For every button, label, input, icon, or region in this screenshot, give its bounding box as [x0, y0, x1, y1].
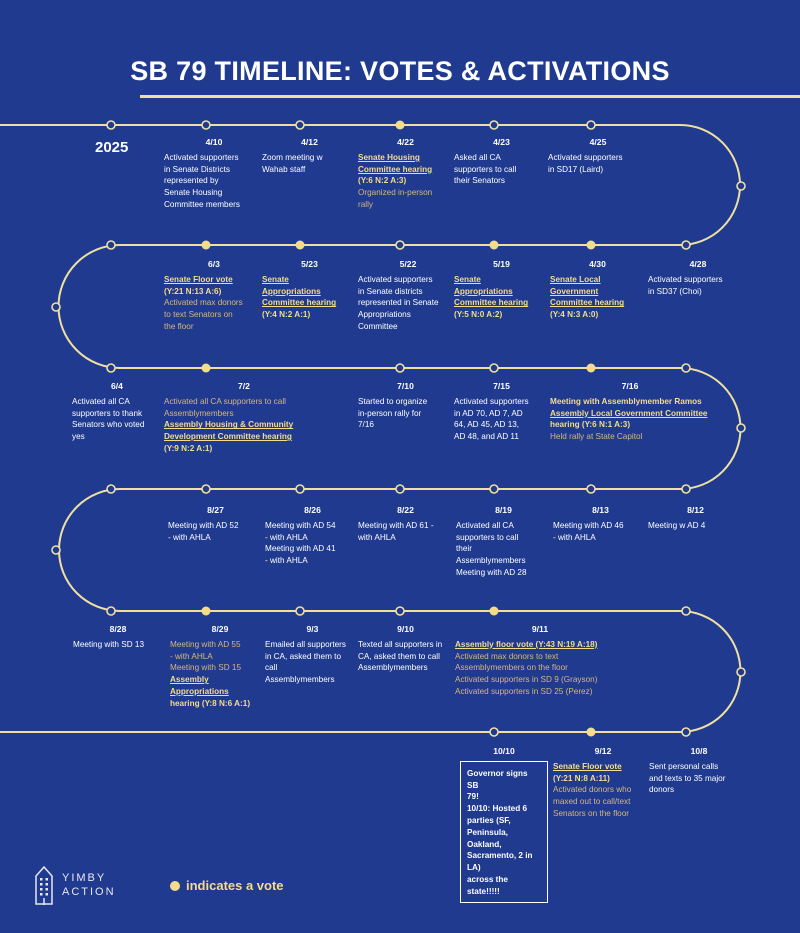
timeline-event — [262, 259, 357, 321]
event-date: 8/26 — [304, 505, 321, 515]
event-text: 10/10: Hosted 6 — [467, 804, 528, 814]
event-text: Assembly Local Government Committee — [550, 408, 708, 418]
event-text: AD 48, and AD 11 — [454, 432, 519, 442]
timeline-event — [648, 259, 748, 297]
event-text: represented by — [164, 176, 219, 186]
event-date: 5/23 — [301, 259, 318, 269]
page-title: SB 79 TIMELINE: VOTES & ACTIVATIONS — [130, 56, 670, 86]
event-text: Activated all CA — [456, 520, 514, 530]
event-text: in-person rally for — [358, 408, 422, 418]
event-text: Meeting with SD 13 — [73, 639, 144, 649]
timeline-node — [682, 364, 690, 372]
event-text: (Y:4 N:2 A:1) — [262, 310, 311, 320]
timeline-node — [682, 607, 690, 615]
event-text: Zoom meeting w — [262, 152, 323, 162]
timeline-event — [454, 259, 549, 321]
event-text: Assembly — [170, 675, 209, 685]
event-text: Started to organize — [358, 396, 428, 406]
timeline-node — [682, 728, 690, 736]
event-text: supporters to call — [456, 532, 519, 542]
event-text: Sent personal calls — [649, 761, 719, 771]
vote-dot — [587, 241, 596, 250]
event-text: (Y:6 N:2 A:3) — [358, 176, 407, 186]
timeline-node — [737, 424, 745, 432]
event-text: and texts to 35 major — [649, 773, 726, 783]
event-text: supporters to thank — [72, 408, 143, 418]
legend-vote-dot — [170, 881, 180, 891]
event-text: Activated donors who — [553, 785, 632, 795]
event-text: Activated supporters — [454, 396, 529, 406]
timeline-node — [396, 364, 404, 372]
event-date: 4/28 — [689, 259, 707, 269]
timeline-event — [553, 746, 653, 820]
event-text: Texted all supporters in — [358, 639, 443, 649]
timeline-event — [649, 746, 749, 796]
event-text: Meeting w AD 4 — [648, 520, 706, 530]
timeline-node — [396, 485, 404, 493]
year-label: 2025 — [95, 139, 129, 156]
event-text: in CA, asked them to — [265, 651, 341, 661]
event-text: Senate Housing — [164, 188, 223, 198]
timeline-event — [550, 381, 710, 443]
vote-dot — [587, 728, 596, 737]
event-text: (Y:5 N:0 A:2) — [454, 310, 503, 320]
event-text: maxed out to call/text — [553, 797, 631, 807]
event-text: Meeting with AD 41 — [265, 544, 336, 554]
event-text: - with AHLA — [265, 556, 308, 566]
event-text: in SD37 (Choi) — [648, 286, 702, 296]
event-text: their Senators — [454, 176, 505, 186]
timeline-node — [682, 485, 690, 493]
event-text: Assemblymembers on the floor — [455, 663, 568, 673]
event-text: Assemblymembers — [164, 408, 234, 418]
event-text: Committee hearing — [550, 298, 625, 308]
title-rule — [140, 95, 800, 98]
vote-dot — [490, 241, 499, 250]
timeline-event — [164, 259, 264, 333]
timeline-node — [296, 485, 304, 493]
timeline-event — [460, 746, 550, 903]
event-text: to text Senators on — [164, 310, 233, 320]
event-text: Senate — [262, 274, 289, 284]
event-text: - with AHLA — [168, 532, 211, 542]
event-text: Senate — [454, 274, 481, 284]
event-text: rally — [358, 199, 374, 209]
event-text: 64, AD 45, AD 13, — [454, 420, 520, 430]
event-text: Meeting with Assemblymember Ramos — [550, 396, 702, 406]
timeline-event — [170, 624, 270, 710]
event-text: Activated supporters — [548, 152, 623, 162]
event-text: Senators who voted — [72, 420, 145, 430]
event-text: (Y:21 N:13 A:6) — [164, 286, 222, 296]
event-text: Assembly floor vote (Y:43 N:19 A:18) — [455, 639, 598, 649]
event-text: supporters to call — [454, 164, 517, 174]
event-text: Committee — [358, 321, 398, 331]
event-text: in SD17 (Laird) — [548, 164, 604, 174]
timeline-node — [202, 485, 210, 493]
event-text: hearing (Y:8 N:6 A:1) — [170, 698, 251, 708]
event-date: 8/19 — [495, 505, 512, 515]
vote-dot — [296, 241, 305, 250]
timeline-event — [358, 381, 453, 431]
timeline-event — [455, 624, 625, 698]
timeline-event — [550, 259, 645, 321]
timeline-event — [548, 137, 648, 175]
event-text: Meeting with AD 28 — [456, 567, 527, 577]
event-text: Committee members — [164, 199, 240, 209]
event-text: Meeting with AD 55 — [170, 639, 241, 649]
event-text: Asked all CA — [454, 152, 501, 162]
event-text: (Y:21 N:8 A:11) — [553, 773, 610, 783]
event-text: 79! — [467, 792, 479, 802]
event-text: Activated supporters — [648, 274, 723, 284]
timeline-node — [490, 728, 498, 736]
event-text: Activated all CA — [72, 396, 130, 406]
event-date: 8/22 — [397, 505, 414, 515]
timeline-event — [168, 505, 263, 543]
timeline-event — [648, 505, 743, 532]
event-text: Organized in-person — [358, 188, 433, 198]
timeline-event — [164, 381, 324, 455]
event-date: 5/19 — [493, 259, 510, 269]
timeline-node — [490, 485, 498, 493]
event-date: 7/16 — [621, 381, 639, 391]
timeline-node — [52, 546, 60, 554]
event-text: hearing (Y:6 N:1 A:3) — [550, 420, 631, 430]
event-text: Meeting with AD 54 — [265, 520, 336, 530]
timeline-node — [396, 607, 404, 615]
event-date: 9/11 — [531, 624, 549, 634]
event-date: 8/29 — [211, 624, 229, 634]
timeline-event — [358, 137, 453, 211]
event-date: 9/3 — [306, 624, 319, 634]
event-text: Committee hearing — [454, 298, 529, 308]
event-text: Committee hearing — [262, 298, 337, 308]
vote-dot — [490, 607, 499, 616]
logo-line-1: YIMBY — [62, 872, 107, 884]
timeline-node — [396, 241, 404, 249]
timeline-event — [164, 137, 264, 211]
event-date: 4/23 — [493, 137, 510, 147]
event-text: Senate Housing — [358, 152, 420, 162]
timeline-event — [72, 381, 162, 443]
event-text: Meeting with AD 52 — [168, 520, 239, 530]
timeline-node — [296, 607, 304, 615]
timeline-node — [737, 668, 745, 676]
timeline-event — [358, 259, 458, 333]
timeline-node — [682, 241, 690, 249]
timeline-node — [490, 121, 498, 129]
event-text: (Y:9 N:2 A:1) — [164, 443, 213, 453]
logo-text — [62, 871, 116, 899]
timeline-event — [454, 137, 549, 187]
event-text: Held rally at State Capitol — [550, 432, 643, 442]
event-text: Activated max donors to text — [455, 651, 559, 661]
logo-line-2: ACTION — [62, 886, 116, 898]
event-text: Appropriations — [454, 286, 513, 296]
legend-text: indicates a vote — [186, 878, 284, 893]
timeline-node — [296, 121, 304, 129]
timeline-event — [265, 505, 360, 567]
timeline-node — [107, 485, 115, 493]
timeline-event — [265, 624, 360, 686]
timeline-event — [454, 381, 549, 443]
event-text: in Senate districts — [358, 286, 423, 296]
event-date: 10/8 — [690, 746, 708, 756]
event-text: Activated max donors — [164, 298, 243, 308]
event-text: Government — [550, 286, 599, 296]
event-date: 7/2 — [238, 381, 250, 391]
event-date: 4/12 — [301, 137, 318, 147]
event-text: Assembly Housing & Community — [164, 420, 294, 430]
event-date: 6/3 — [208, 259, 220, 269]
vote-dot — [202, 607, 211, 616]
timeline-event — [553, 505, 648, 543]
vote-dot — [202, 241, 211, 250]
event-date: 5/22 — [399, 259, 417, 269]
event-date: 8/12 — [687, 505, 704, 515]
event-text: Emailed all supporters — [265, 639, 347, 649]
yimby-building-icon — [33, 864, 55, 906]
event-date: 4/25 — [589, 137, 607, 147]
event-text: parties (SF, — [467, 815, 511, 825]
event-highlight-box — [460, 761, 548, 903]
event-date: 9/10 — [397, 624, 414, 634]
event-text: Meeting with SD 15 — [170, 663, 241, 673]
event-text: the floor — [164, 321, 194, 331]
event-text: yes — [72, 432, 85, 442]
event-text: call — [265, 663, 278, 673]
event-text: Activated supporters — [358, 274, 433, 284]
event-text: Appropriations — [358, 310, 411, 320]
event-date: 4/10 — [205, 137, 223, 147]
timeline-node — [202, 121, 210, 129]
event-text: Assemblymembers — [358, 663, 428, 673]
timeline-node — [587, 121, 595, 129]
timeline-node — [107, 364, 115, 372]
event-text: Committee hearing — [358, 164, 433, 174]
event-text: Peninsula, Oakland, — [467, 827, 508, 849]
event-date: 8/13 — [592, 505, 609, 515]
event-text: with AHLA — [358, 532, 396, 542]
event-text: Development Committee hearing — [164, 432, 292, 442]
event-date: 8/27 — [207, 505, 224, 515]
event-text: Activated supporters in SD 25 (Perez) — [455, 686, 593, 696]
event-date: 4/22 — [397, 137, 414, 147]
event-text: Sacramento, 2 in LA) — [467, 851, 533, 873]
timeline-event — [262, 137, 357, 175]
event-date: 6/4 — [111, 381, 123, 391]
event-text: (Y:4 N:3 A:0) — [550, 310, 599, 320]
event-text: represented in Senate — [358, 298, 439, 308]
timeline-node — [587, 485, 595, 493]
event-date: 7/10 — [397, 381, 414, 391]
event-text: donors — [649, 785, 675, 795]
event-text: Activated supporters — [164, 152, 239, 162]
event-date: 7/15 — [493, 381, 510, 391]
vote-dot — [396, 121, 405, 130]
event-text: Meeting with AD 61 - — [358, 520, 434, 530]
vote-dot — [587, 364, 596, 373]
event-text: Activated all CA supporters to call — [164, 396, 286, 406]
timeline-event — [456, 505, 551, 579]
timeline-node — [490, 364, 498, 372]
event-text: Senators on the floor — [553, 808, 630, 818]
event-text: 7/16 — [358, 420, 374, 430]
event-text: Appropriations — [170, 686, 229, 696]
event-text: Senate Floor vote — [164, 274, 233, 284]
event-text: Wahab staff — [262, 164, 306, 174]
event-date: 4/30 — [589, 259, 606, 269]
timeline-node — [737, 182, 745, 190]
event-text: Appropriations — [262, 286, 321, 296]
event-text: CA, asked them to call — [358, 651, 440, 661]
event-date: 10/10 — [493, 746, 515, 756]
event-text: in Senate Districts — [164, 164, 230, 174]
event-text: - with AHLA — [265, 532, 308, 542]
event-text: Activated supporters in SD 9 (Grayson) — [455, 675, 598, 685]
event-text: Assemblymembers — [456, 556, 526, 566]
event-text: Meeting with AD 46 — [553, 520, 624, 530]
event-date: 8/28 — [109, 624, 127, 634]
timeline-node — [107, 121, 115, 129]
event-text: Governor signs SB — [467, 768, 528, 790]
timeline-node — [52, 303, 60, 311]
event-text: Senate Local — [550, 274, 601, 284]
timeline-node — [107, 241, 115, 249]
timeline-event — [358, 505, 453, 543]
timeline-event — [73, 624, 163, 651]
event-text: in AD 70, AD 7, AD — [454, 408, 523, 418]
event-text: - with AHLA — [170, 651, 213, 661]
timeline-event — [358, 624, 453, 674]
event-date: 9/12 — [594, 746, 612, 756]
event-text: across the state!!!!! — [467, 874, 508, 896]
event-text: - with AHLA — [553, 532, 596, 542]
event-text: Assemblymembers — [265, 675, 335, 685]
event-text: Senate Floor vote — [553, 761, 622, 771]
vote-dot — [202, 364, 211, 373]
event-text: their — [456, 544, 472, 554]
timeline-node — [107, 607, 115, 615]
